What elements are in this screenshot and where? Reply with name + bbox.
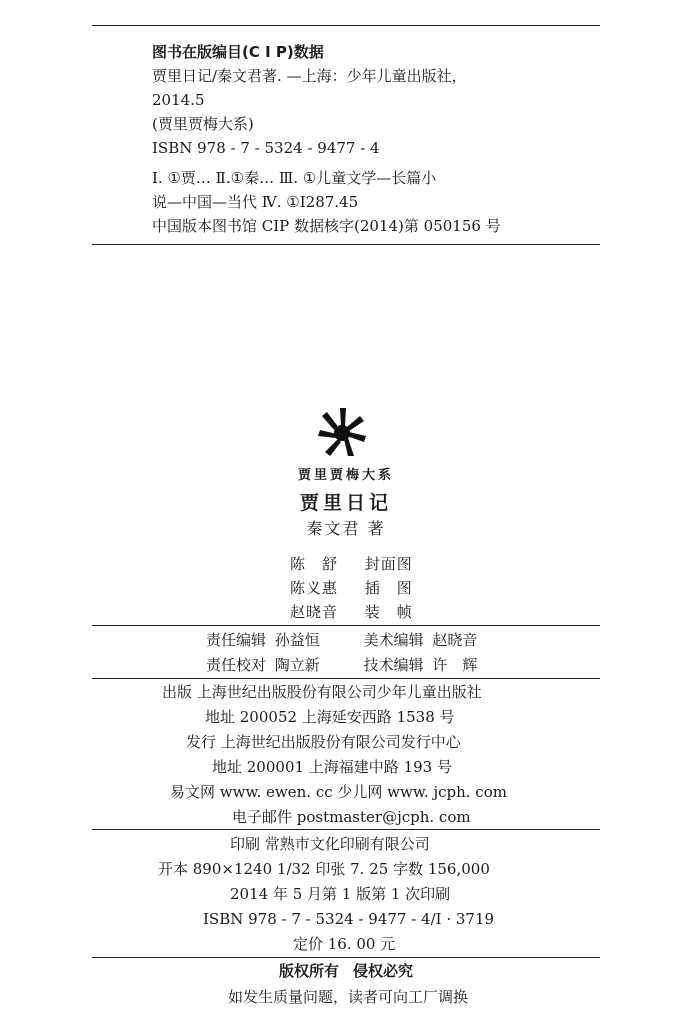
publisher-block xyxy=(0,680,700,830)
editor-label: 技术编辑 xyxy=(363,656,424,674)
cip-bottom-rule xyxy=(92,244,600,245)
printer-line: 印刷 常熟市文化印刷有限公司 xyxy=(230,835,430,853)
credit-name: 陈义惠 xyxy=(290,579,339,597)
top-rule xyxy=(92,25,600,26)
edition-line: 2014 年 5 月第 1 版第 1 次印刷 xyxy=(230,885,451,903)
credit-role: 封面图 xyxy=(364,555,413,573)
editor-name: 陶立新 xyxy=(274,656,320,674)
publisher-address: 地址 200052 上海延安西路 1538 号 xyxy=(205,708,455,726)
credit-row xyxy=(290,600,413,624)
cip-line-5: Ⅰ. ①贾… Ⅱ.①秦… Ⅲ. ①儿童文学—长篇小 xyxy=(152,169,437,187)
credits-block xyxy=(290,552,413,624)
printing-block xyxy=(0,832,700,957)
rights-title xyxy=(0,960,696,981)
editors-rule xyxy=(92,678,600,679)
publisher-logo-icon xyxy=(316,406,368,458)
credits-rule xyxy=(92,625,600,626)
website-line: 易文网 www. ewen. cc 少儿网 www. jcph. com xyxy=(170,783,507,801)
distributor-address: 地址 200001 上海福建中路 193 号 xyxy=(212,758,452,776)
editor-name: 许 辉 xyxy=(432,656,478,674)
cip-line-3: (贾里贾梅大系) xyxy=(152,115,254,133)
rights-reserved: 版权所有 xyxy=(278,962,339,980)
editors-block xyxy=(206,628,516,678)
editor-name: 孙益恒 xyxy=(274,631,320,649)
cip-line-4: ISBN 978 - 7 - 5324 - 9477 - 4 xyxy=(152,139,380,157)
publisher-line: 出版 上海世纪出版股份有限公司少年儿童出版社 xyxy=(162,683,482,701)
credit-role: 插 图 xyxy=(364,579,413,597)
isbn-line: ISBN 978 - 7 - 5324 - 9477 - 4/I · 3719 xyxy=(203,910,495,928)
credit-role: 装 帧 xyxy=(364,603,413,621)
price-line: 定价 16. 00 元 xyxy=(293,935,396,953)
credit-row xyxy=(290,576,413,600)
email-line: 电子邮件 postmaster@jcph. com xyxy=(232,808,471,826)
credit-name: 陈 舒 xyxy=(290,555,339,573)
book-title: 贾里日记 xyxy=(299,492,392,514)
editor-label: 美术编辑 xyxy=(363,631,424,649)
piracy-warning: 侵权必究 xyxy=(353,962,414,980)
cip-title: 图书在版编目(C I P)数据 xyxy=(152,43,324,61)
cip-line-6: 说—中国—当代 Ⅳ. ①I287.45 xyxy=(152,193,359,211)
quality-note: 如发生质量问题，读者可向工厂调换 xyxy=(227,988,468,1006)
format-line: 开本 890×1240 1/32 印张 7. 25 字数 156,000 xyxy=(158,860,490,878)
series-name: 贾里贾梅大系 xyxy=(297,468,394,483)
cip-line-1: 贾里日记/秦文君著. —上海：少年儿童出版社， xyxy=(152,67,467,85)
cip-line-2: 2014.5 xyxy=(152,91,205,109)
distributor-line: 发行 上海世纪出版股份有限公司发行中心 xyxy=(186,733,461,751)
cip-line-7: 中国版本图书馆 CIP 数据核字(2014)第 050156 号 xyxy=(152,217,501,235)
editors-row xyxy=(206,653,516,678)
credit-row xyxy=(290,552,413,576)
printing-rule xyxy=(92,957,600,958)
editor-label: 责任校对 xyxy=(206,656,267,674)
editor-name: 赵晓音 xyxy=(432,631,478,649)
author-line: 秦文君 著 xyxy=(306,519,386,538)
editor-label: 责任编辑 xyxy=(206,631,267,649)
publisher-rule xyxy=(92,829,600,830)
credit-name: 赵晓音 xyxy=(290,603,339,621)
cip-block xyxy=(152,40,572,238)
editors-row xyxy=(206,628,516,653)
